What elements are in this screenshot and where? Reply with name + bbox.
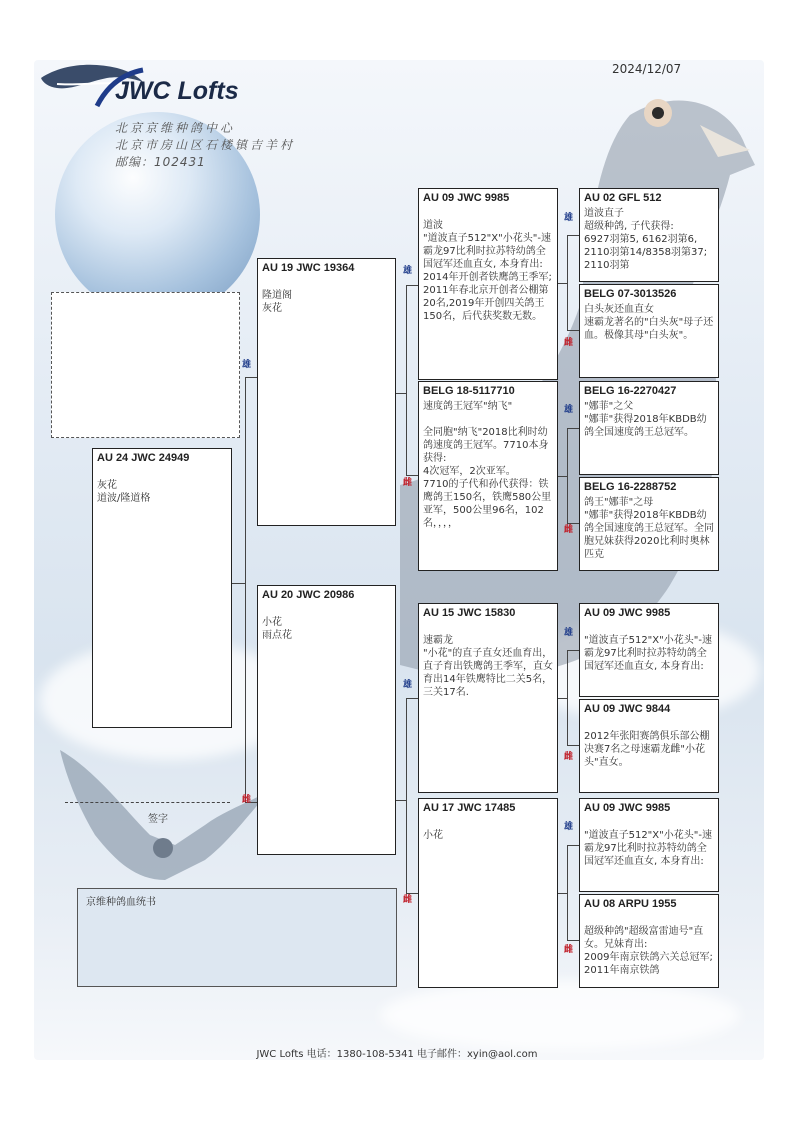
bird-description: 小花 雨点花 (262, 617, 292, 641)
connector-line (567, 428, 568, 523)
bird-description: 鸽王"娜菲"之母 "娜菲"获得2018年KBDB幼鸽全国速度鸽王总冠军。全同胞兄妹获得2020比利时奥林匹克 (584, 497, 714, 560)
male-marker: 雄 (564, 405, 574, 415)
ring-number: BELG 18-5117710 (423, 385, 515, 397)
ring-number: AU 19 JWC 19364 (262, 262, 355, 274)
bird-description: 速度鸽王冠军"纳飞" 全同胞"纳飞"2018比利时幼鸽速度鸽王冠军。7710本身获得: 4次冠军，2次亚军。 7710的子代和孙代获得：铁鹰鸽王150名，铁鹰580公里亚军，500公里96名，102名，，，， (423, 401, 552, 529)
dam-dam-card (418, 798, 558, 988)
ring-number: BELG 16-2288752 (584, 481, 677, 493)
ring-number: AU 17 JWC 17485 (423, 802, 516, 814)
connector-line (406, 698, 418, 699)
org-postcode: 邮编：102431 (115, 155, 206, 169)
bird-description: 超级种鸽"超级富雷迪号"直女。兄妹育出: 2009年南京铁鸽六关总冠军; 2011年南京铁鸽 (584, 926, 713, 976)
connector-line (406, 698, 407, 893)
connector-line (567, 845, 568, 940)
dss-card (579, 603, 719, 697)
org-name: 北京京维种鸽中心 (115, 121, 236, 135)
ddd-card (579, 894, 719, 988)
dam-sire-card (418, 603, 558, 793)
connector-line (567, 650, 579, 651)
ring-number: AU 15 JWC 15830 (423, 607, 516, 619)
connector-line (245, 377, 246, 802)
issue-date: 2024/12/07 (612, 62, 682, 76)
connector-line (567, 428, 579, 429)
signature-line (65, 802, 230, 803)
male-marker: 雄 (403, 266, 413, 276)
connector-line (567, 745, 579, 746)
connector-line (567, 940, 579, 941)
dsd-card (579, 699, 719, 793)
ssd-card (579, 284, 719, 378)
female-marker: 雌 (564, 338, 574, 348)
sdd-card (579, 477, 719, 571)
connector-line (567, 235, 568, 330)
connector-line (245, 377, 257, 378)
connector-line (557, 893, 567, 894)
dds-card (579, 798, 719, 892)
photo-placeholder (51, 292, 240, 438)
certificate-note-box (77, 888, 397, 987)
bird-description: 灰花 道波/隆道格 (97, 480, 151, 504)
bird-description: 小花 (423, 830, 443, 841)
ring-number: AU 24 JWC 24949 (97, 452, 190, 464)
male-marker: 雄 (564, 213, 574, 223)
connector-line (406, 285, 407, 475)
footer-contact: JWC Lofts 电话：1380-108-5341 电子邮件：xyin@aol.com (256, 1049, 538, 1060)
bird-description: 道波 "道波直子512"X"小花头"-速霸龙97比利时拉苏特幼鸽全国冠军还血直女, 本身育出: 2014年开创者铁鹰鸽王季军; 2011年春北京开创者公棚第20名,2019年开创四关鸽王150名，后代获奖数无数。 (423, 220, 552, 322)
connector-line (406, 893, 418, 894)
ring-number: AU 02 GFL 512 (584, 192, 662, 204)
bird-description: 2012年张阳赛鸽俱乐部公棚决赛7名之母速霸龙雌"小花头"直女。 (584, 731, 710, 768)
ring-number: AU 20 JWC 20986 (262, 589, 355, 601)
connector-line (567, 523, 579, 524)
sire-card (257, 258, 396, 526)
female-marker: 雌 (403, 895, 413, 905)
bird-description: 道波直子 超级种鸽, 子代获得: 6927羽第5, 6162羽第6, 2110羽第14/8358羽第37; 2110羽第 (584, 208, 708, 271)
ring-number: AU 08 ARPU 1955 (584, 898, 677, 910)
sire-dam-card (418, 381, 558, 571)
male-marker: 雄 (564, 628, 574, 638)
ring-number: AU 09 JWC 9985 (584, 802, 671, 814)
male-marker: 雄 (564, 822, 574, 832)
connector-line (567, 235, 579, 236)
ring-number: AU 09 JWC 9844 (584, 703, 671, 715)
bird-description: "道波直子512"X"小花头"-速霸龙97比利时拉苏特幼鸽全国冠军还血直女, 本身育出: (584, 830, 712, 867)
ring-number: BELG 16-2270427 (584, 385, 677, 397)
connector-line (567, 650, 568, 745)
connector-line (567, 845, 579, 846)
female-marker: 雌 (242, 795, 252, 805)
certificate-title: 京维种鸽血统书 (86, 897, 156, 908)
female-marker: 雌 (403, 478, 413, 488)
connector-line (567, 330, 579, 331)
female-marker: 雌 (564, 752, 574, 762)
cloud-decoration (380, 980, 740, 1050)
connector-line (396, 800, 406, 801)
subject-bird-card (92, 448, 232, 728)
bird-description: "道波直子512"X"小花头"-速霸龙97比利时拉苏特幼鸽全国冠军还血直女, 本身育出: (584, 635, 712, 672)
bird-description: "娜菲"之父 "娜菲"获得2018年KBDB幼鸽全国速度鸽王总冠军。 (584, 401, 707, 438)
bird-description: 速霸龙 "小花"的直子直女还血育出，直子育出铁鹰鸽王季军，直女育出14年铁鹰特比二关5名，三关17名. (423, 635, 553, 698)
ring-number: AU 09 JWC 9985 (423, 192, 510, 204)
ring-number: BELG 07-3013526 (584, 288, 677, 300)
bird-description: 白头灰还血直女 速霸龙著名的"白头灰"母子还血。极像其母"白头灰"。 (584, 304, 714, 341)
signature-label: 签字 (148, 814, 168, 825)
connector-line (406, 285, 418, 286)
male-marker: 雄 (242, 360, 252, 370)
bird-description: 隆道阁 灰花 (262, 290, 292, 314)
connector-line (557, 283, 567, 284)
female-marker: 雌 (564, 525, 574, 535)
connector-line (406, 475, 418, 476)
connector-line (396, 393, 406, 394)
brand-name: JWC Lofts (115, 77, 239, 105)
ring-number: AU 09 JWC 9985 (584, 607, 671, 619)
female-marker: 雌 (564, 945, 574, 955)
connector-line (557, 476, 567, 477)
dam-card (257, 585, 396, 855)
org-address: 北京市房山区石楼镇吉羊村 (115, 138, 296, 152)
sss-card (579, 188, 719, 282)
sire-sire-card (418, 188, 558, 380)
connector-line (557, 698, 567, 699)
sds-card (579, 381, 719, 475)
male-marker: 雄 (403, 680, 413, 690)
